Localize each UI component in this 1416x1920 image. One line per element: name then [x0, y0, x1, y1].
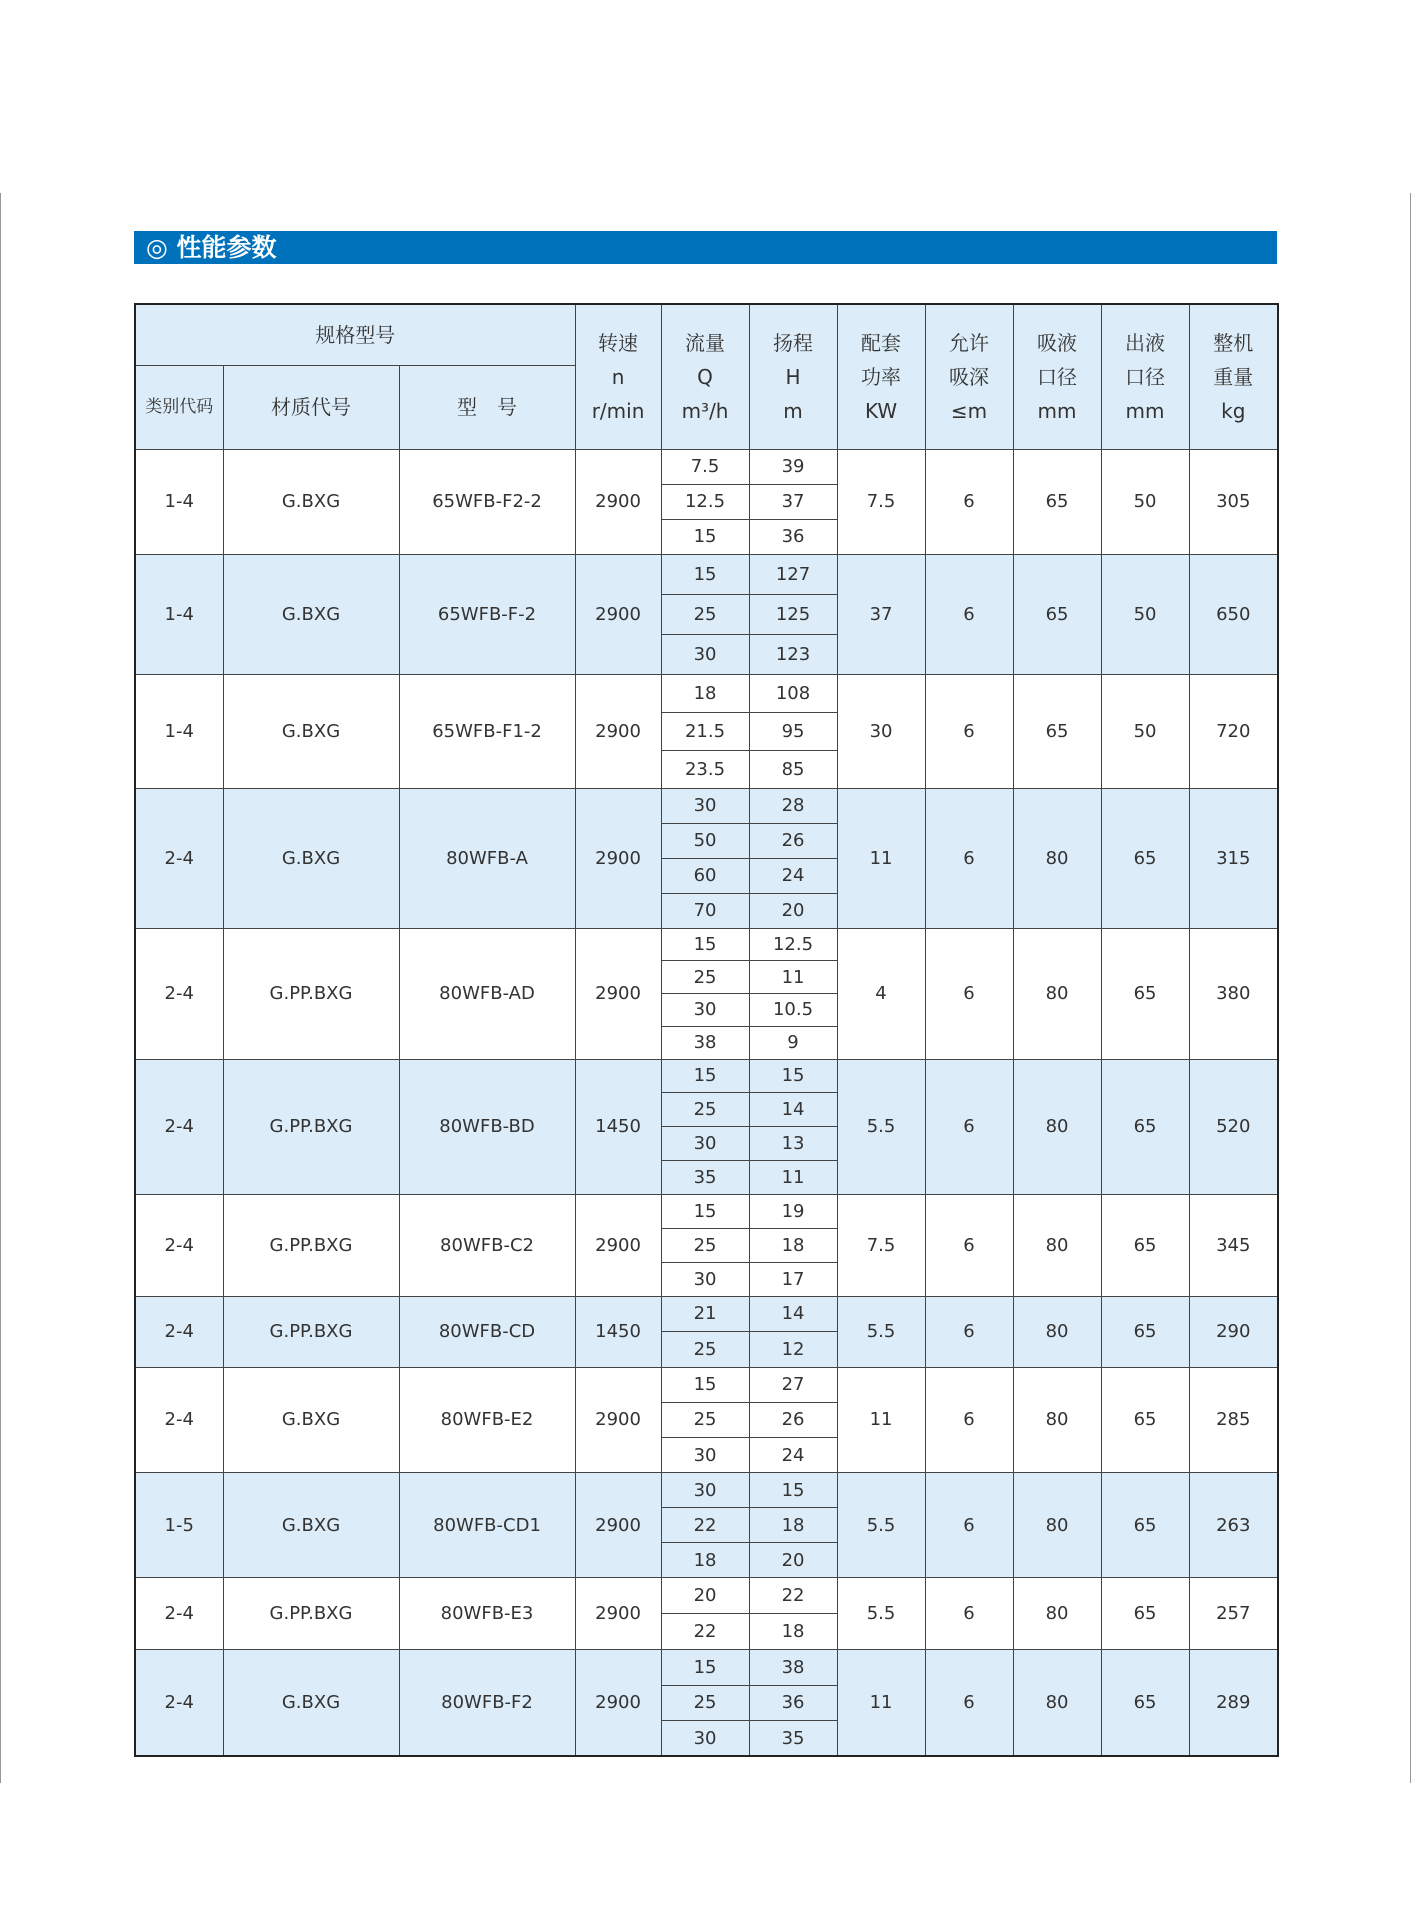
flow-cell: 20 — [661, 1578, 749, 1614]
flow-cell: 23.5 — [661, 750, 749, 788]
table-row — [135, 1473, 1278, 1508]
head-cell: 15 — [749, 1473, 837, 1508]
model-cell: 80WFB-A — [399, 788, 575, 928]
power-cell: 5.5 — [837, 1296, 925, 1367]
inlet-cell: 80 — [1013, 788, 1101, 928]
flow-cell: 7.5 — [661, 449, 749, 484]
flow-cell: 15 — [661, 1367, 749, 1402]
weight-cell: 315 — [1189, 788, 1278, 928]
model-cell: 80WFB-F2 — [399, 1650, 575, 1756]
flow-cell: 21 — [661, 1296, 749, 1332]
weight-cell: 520 — [1189, 1059, 1278, 1194]
outlet-cell: 65 — [1101, 1578, 1189, 1650]
flow-cell: 30 — [661, 994, 749, 1027]
material-cell: G.PP.BXG — [223, 1194, 399, 1296]
category-cell: 2-4 — [135, 1194, 223, 1296]
flow-cell: 12.5 — [661, 484, 749, 519]
head-cell: 18 — [749, 1228, 837, 1262]
table-row — [135, 928, 1278, 961]
suction-cell: 6 — [925, 449, 1013, 554]
head-cell: 36 — [749, 1685, 837, 1720]
model-cell: 80WFB-CD — [399, 1296, 575, 1367]
category-cell: 2-4 — [135, 928, 223, 1059]
head-cell: 24 — [749, 858, 837, 893]
flow-cell: 38 — [661, 1026, 749, 1059]
header-head: 扬程 H m — [749, 304, 837, 449]
outlet-cell: 50 — [1101, 554, 1189, 674]
material-cell: G.BXG — [223, 1650, 399, 1756]
head-cell: 39 — [749, 449, 837, 484]
outlet-cell: 65 — [1101, 1296, 1189, 1367]
speed-cell: 1450 — [575, 1296, 661, 1367]
speed-cell: 2900 — [575, 1473, 661, 1578]
head-cell: 17 — [749, 1262, 837, 1296]
header-spec: 规格型号 — [135, 304, 575, 365]
flow-cell: 25 — [661, 1093, 749, 1127]
weight-cell: 305 — [1189, 449, 1278, 554]
flow-cell: 30 — [661, 788, 749, 823]
table-row — [135, 1194, 1278, 1228]
category-cell: 1-4 — [135, 674, 223, 788]
category-cell: 2-4 — [135, 1367, 223, 1473]
speed-cell: 1450 — [575, 1059, 661, 1194]
inlet-cell: 80 — [1013, 928, 1101, 1059]
material-cell: G.BXG — [223, 674, 399, 788]
suction-cell: 6 — [925, 928, 1013, 1059]
model-cell: 65WFB-F2-2 — [399, 449, 575, 554]
suction-cell: 6 — [925, 1059, 1013, 1194]
weight-cell: 650 — [1189, 554, 1278, 674]
inlet-cell: 80 — [1013, 1194, 1101, 1296]
table-row — [135, 674, 1278, 712]
model-cell: 65WFB-F-2 — [399, 554, 575, 674]
flow-cell: 15 — [661, 1059, 749, 1093]
table-row — [135, 554, 1278, 594]
model-cell: 80WFB-E3 — [399, 1578, 575, 1650]
outlet-cell: 65 — [1101, 1059, 1189, 1194]
table-row — [135, 1650, 1278, 1685]
head-cell: 28 — [749, 788, 837, 823]
power-cell: 4 — [837, 928, 925, 1059]
category-cell: 2-4 — [135, 1059, 223, 1194]
flow-cell: 15 — [661, 554, 749, 594]
weight-cell: 257 — [1189, 1578, 1278, 1650]
head-cell: 123 — [749, 634, 837, 674]
flow-cell: 60 — [661, 858, 749, 893]
material-cell: G.BXG — [223, 449, 399, 554]
outlet-cell: 65 — [1101, 788, 1189, 928]
head-cell: 38 — [749, 1650, 837, 1685]
outlet-cell: 65 — [1101, 1650, 1189, 1756]
head-cell: 26 — [749, 823, 837, 858]
material-cell: G.PP.BXG — [223, 928, 399, 1059]
table-row — [135, 1367, 1278, 1402]
suction-cell: 6 — [925, 674, 1013, 788]
flow-cell: 30 — [661, 1262, 749, 1296]
page-edge-left — [0, 193, 1, 1783]
weight-cell: 290 — [1189, 1296, 1278, 1367]
suction-cell: 6 — [925, 1578, 1013, 1650]
category-cell: 1-4 — [135, 449, 223, 554]
outlet-cell: 65 — [1101, 928, 1189, 1059]
suction-cell: 6 — [925, 554, 1013, 674]
head-cell: 35 — [749, 1721, 837, 1756]
model-cell: 80WFB-CD1 — [399, 1473, 575, 1578]
head-cell: 10.5 — [749, 994, 837, 1027]
inlet-cell: 80 — [1013, 1296, 1101, 1367]
flow-cell: 18 — [661, 674, 749, 712]
weight-cell: 289 — [1189, 1650, 1278, 1756]
category-cell: 2-4 — [135, 1650, 223, 1756]
outlet-cell: 65 — [1101, 1194, 1189, 1296]
speed-cell: 2900 — [575, 1194, 661, 1296]
table-row — [135, 449, 1278, 484]
weight-cell: 263 — [1189, 1473, 1278, 1578]
material-cell: G.PP.BXG — [223, 1578, 399, 1650]
flow-cell: 22 — [661, 1508, 749, 1543]
head-cell: 108 — [749, 674, 837, 712]
head-cell: 125 — [749, 594, 837, 634]
head-cell: 127 — [749, 554, 837, 594]
material-cell: G.BXG — [223, 1367, 399, 1473]
header-power: 配套 功率 KW — [837, 304, 925, 449]
category-cell: 2-4 — [135, 788, 223, 928]
head-cell: 14 — [749, 1093, 837, 1127]
speed-cell: 2900 — [575, 674, 661, 788]
suction-cell: 6 — [925, 1296, 1013, 1367]
power-cell: 5.5 — [837, 1578, 925, 1650]
weight-cell: 285 — [1189, 1367, 1278, 1473]
header-outlet: 出液 口径 mm — [1101, 304, 1189, 449]
model-cell: 65WFB-F1-2 — [399, 674, 575, 788]
header-weight: 整机 重量 kg — [1189, 304, 1278, 449]
head-cell: 95 — [749, 712, 837, 750]
header-material: 材质代号 — [223, 365, 399, 449]
performance-table — [134, 303, 1279, 1757]
suction-cell: 6 — [925, 1473, 1013, 1578]
head-cell: 9 — [749, 1026, 837, 1059]
category-cell: 2-4 — [135, 1578, 223, 1650]
flow-cell: 30 — [661, 1438, 749, 1473]
inlet-cell: 65 — [1013, 674, 1101, 788]
weight-cell: 720 — [1189, 674, 1278, 788]
model-cell: 80WFB-BD — [399, 1059, 575, 1194]
inlet-cell: 80 — [1013, 1578, 1101, 1650]
material-cell: G.PP.BXG — [223, 1296, 399, 1367]
outlet-cell: 65 — [1101, 1367, 1189, 1473]
power-cell: 11 — [837, 1367, 925, 1473]
head-cell: 24 — [749, 1438, 837, 1473]
speed-cell: 2900 — [575, 1367, 661, 1473]
weight-cell: 380 — [1189, 928, 1278, 1059]
table-row — [135, 1059, 1278, 1093]
speed-cell: 2900 — [575, 449, 661, 554]
model-cell: 80WFB-C2 — [399, 1194, 575, 1296]
suction-cell: 6 — [925, 1194, 1013, 1296]
head-cell: 18 — [749, 1614, 837, 1650]
head-cell: 27 — [749, 1367, 837, 1402]
speed-cell: 2900 — [575, 788, 661, 928]
flow-cell: 25 — [661, 594, 749, 634]
header-flow: 流量 Q m³/h — [661, 304, 749, 449]
speed-cell: 2900 — [575, 928, 661, 1059]
material-cell: G.BXG — [223, 1473, 399, 1578]
flow-cell: 35 — [661, 1160, 749, 1194]
header-model: 型 号 — [399, 365, 575, 449]
category-cell: 1-5 — [135, 1473, 223, 1578]
head-cell: 85 — [749, 750, 837, 788]
flow-cell: 30 — [661, 634, 749, 674]
flow-cell: 15 — [661, 1650, 749, 1685]
speed-cell: 2900 — [575, 1578, 661, 1650]
power-cell: 11 — [837, 788, 925, 928]
page-edge-right — [1410, 193, 1411, 1783]
model-cell: 80WFB-E2 — [399, 1367, 575, 1473]
head-cell: 11 — [749, 1160, 837, 1194]
weight-cell: 345 — [1189, 1194, 1278, 1296]
flow-cell: 30 — [661, 1721, 749, 1756]
header-suction: 允许 吸深 ≤m — [925, 304, 1013, 449]
head-cell: 14 — [749, 1296, 837, 1332]
category-cell: 1-4 — [135, 554, 223, 674]
model-cell: 80WFB-AD — [399, 928, 575, 1059]
power-cell: 30 — [837, 674, 925, 788]
flow-cell: 18 — [661, 1543, 749, 1578]
flow-cell: 30 — [661, 1127, 749, 1161]
table-row — [135, 1296, 1278, 1332]
power-cell: 11 — [837, 1650, 925, 1756]
power-cell: 7.5 — [837, 449, 925, 554]
flow-cell: 15 — [661, 519, 749, 554]
head-cell: 12 — [749, 1332, 837, 1368]
outlet-cell: 65 — [1101, 1473, 1189, 1578]
inlet-cell: 80 — [1013, 1473, 1101, 1578]
flow-cell: 25 — [661, 1332, 749, 1368]
header-inlet: 吸液 口径 mm — [1013, 304, 1101, 449]
speed-cell: 2900 — [575, 1650, 661, 1756]
head-cell: 20 — [749, 1543, 837, 1578]
flow-cell: 25 — [661, 1228, 749, 1262]
inlet-cell: 80 — [1013, 1059, 1101, 1194]
material-cell: G.PP.BXG — [223, 1059, 399, 1194]
power-cell: 5.5 — [837, 1059, 925, 1194]
outlet-cell: 50 — [1101, 449, 1189, 554]
header-category: 类别代码 — [135, 365, 223, 449]
head-cell: 18 — [749, 1508, 837, 1543]
inlet-cell: 80 — [1013, 1650, 1101, 1756]
inlet-cell: 80 — [1013, 1367, 1101, 1473]
suction-cell: 6 — [925, 1367, 1013, 1473]
section-title: ◎ 性能参数 — [134, 231, 1277, 264]
category-cell: 2-4 — [135, 1296, 223, 1367]
head-cell: 11 — [749, 961, 837, 994]
outlet-cell: 50 — [1101, 674, 1189, 788]
suction-cell: 6 — [925, 1650, 1013, 1756]
head-cell: 36 — [749, 519, 837, 554]
inlet-cell: 65 — [1013, 449, 1101, 554]
head-cell: 20 — [749, 893, 837, 928]
flow-cell: 25 — [661, 1402, 749, 1437]
head-cell: 15 — [749, 1059, 837, 1093]
power-cell: 37 — [837, 554, 925, 674]
flow-cell: 50 — [661, 823, 749, 858]
power-cell: 7.5 — [837, 1194, 925, 1296]
flow-cell: 25 — [661, 1685, 749, 1720]
table-row — [135, 1578, 1278, 1614]
flow-cell: 70 — [661, 893, 749, 928]
flow-cell: 30 — [661, 1473, 749, 1508]
head-cell: 22 — [749, 1578, 837, 1614]
flow-cell: 22 — [661, 1614, 749, 1650]
head-cell: 12.5 — [749, 928, 837, 961]
material-cell: G.BXG — [223, 788, 399, 928]
flow-cell: 15 — [661, 928, 749, 961]
flow-cell: 25 — [661, 961, 749, 994]
head-cell: 26 — [749, 1402, 837, 1437]
head-cell: 19 — [749, 1194, 837, 1228]
inlet-cell: 65 — [1013, 554, 1101, 674]
speed-cell: 2900 — [575, 554, 661, 674]
head-cell: 37 — [749, 484, 837, 519]
table-row — [135, 788, 1278, 823]
flow-cell: 21.5 — [661, 712, 749, 750]
material-cell: G.BXG — [223, 554, 399, 674]
head-cell: 13 — [749, 1127, 837, 1161]
header-speed: 转速 n r/min — [575, 304, 661, 449]
power-cell: 5.5 — [837, 1473, 925, 1578]
flow-cell: 15 — [661, 1194, 749, 1228]
suction-cell: 6 — [925, 788, 1013, 928]
